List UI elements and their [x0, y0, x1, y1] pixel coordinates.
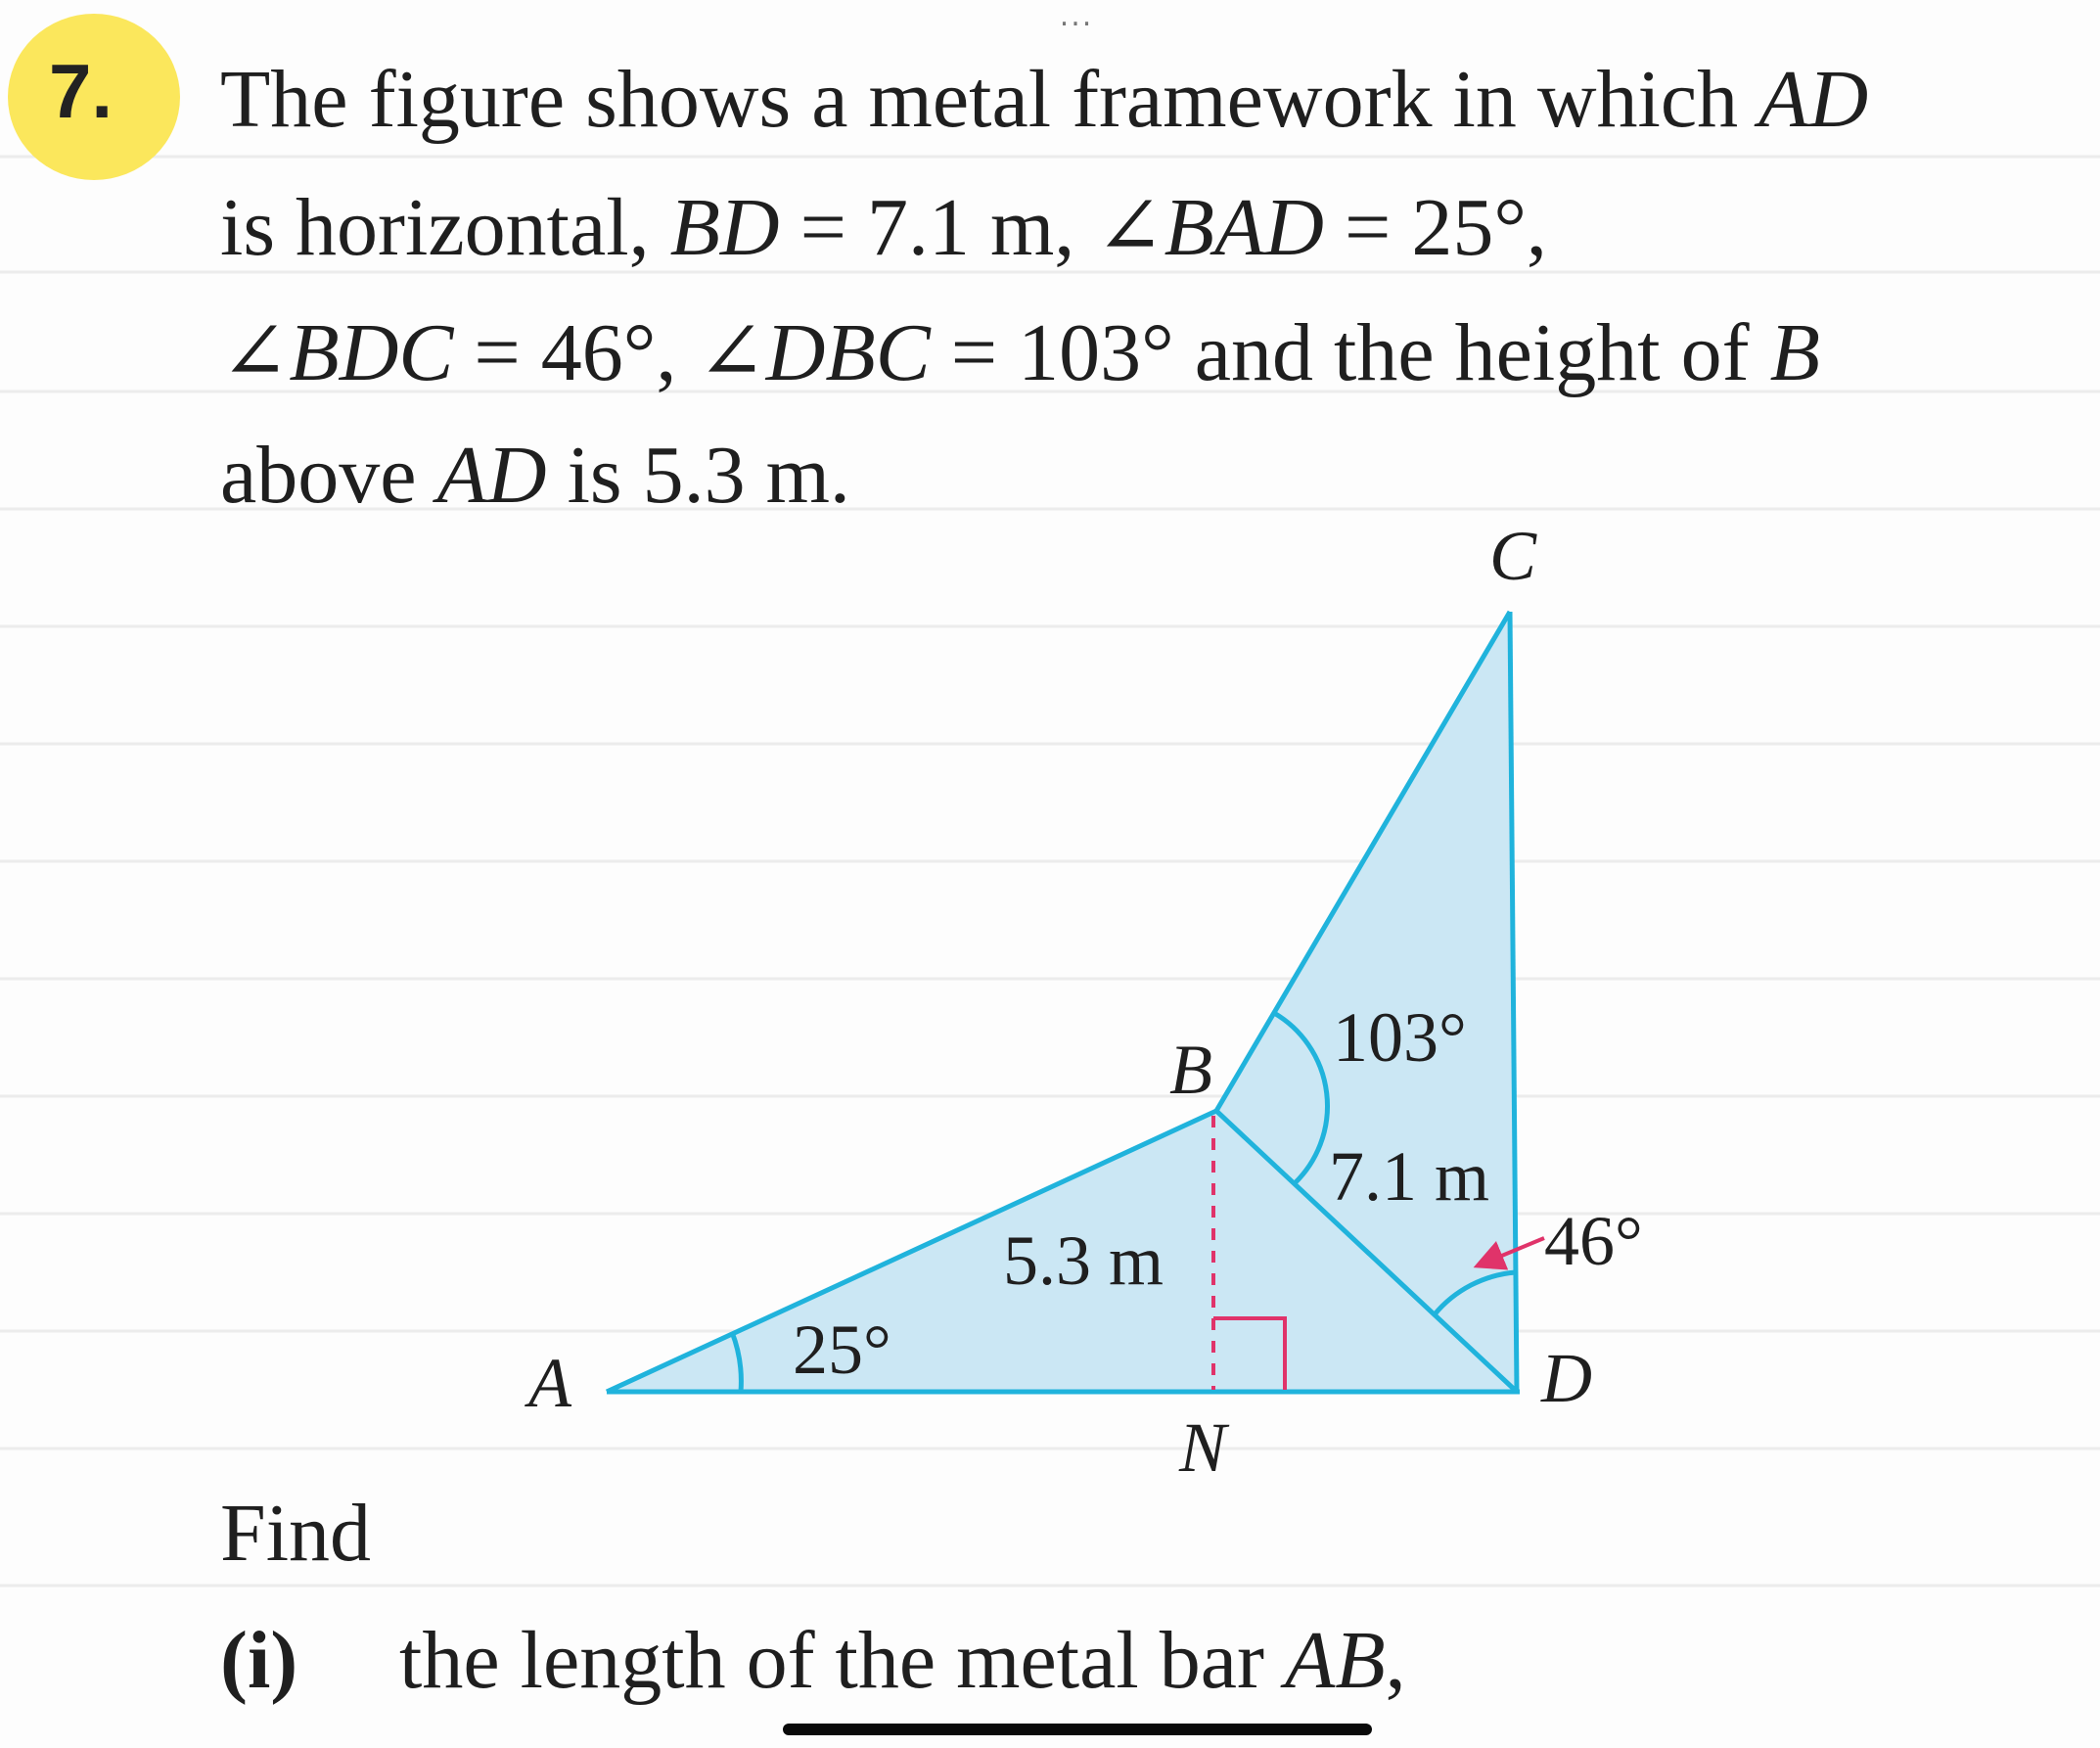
- statement-line-3-segment: DBC: [765, 307, 931, 398]
- statement-line-3-segment: B: [1769, 307, 1820, 398]
- part-i-label: (i): [220, 1615, 298, 1706]
- statement-line-2-segment: is horizontal,: [220, 182, 670, 273]
- part-i-text-segment: the length of the metal bar: [399, 1615, 1286, 1706]
- statement-line-2-segment: = 25°,: [1323, 182, 1547, 273]
- home-indicator[interactable]: [783, 1724, 1372, 1735]
- statement-line-2-segment: BAD: [1164, 182, 1324, 273]
- statement-line-1-segment: AD: [1758, 54, 1869, 145]
- vertex-label-a: A: [528, 1344, 571, 1422]
- part-i-text: [399, 1612, 1406, 1710]
- statement-line-3-segment: = 103° and the height of: [930, 307, 1770, 398]
- statement-line-3-segment: ∠: [220, 307, 290, 398]
- height-label-bn: 5.3 m: [1003, 1221, 1164, 1300]
- statement-line-3-segment: BDC: [289, 307, 454, 398]
- more-options-indicator[interactable]: ...: [1059, 0, 1094, 33]
- statement-line-3-segment: = 46°, ∠: [453, 307, 766, 398]
- statement-line-4-segment: above: [220, 430, 437, 521]
- length-label-bd: 7.1 m: [1329, 1137, 1490, 1216]
- vertex-label-b: B: [1169, 1031, 1212, 1109]
- vertex-label-n: N: [1179, 1408, 1227, 1487]
- part-i-text-segment: AB: [1285, 1615, 1386, 1706]
- statement-line-1-segment: The figure shows a metal framework in which: [220, 54, 1759, 145]
- statement-line-4-segment: AD: [436, 430, 547, 521]
- angle-label-a: 25°: [793, 1311, 891, 1389]
- find-label: Find: [220, 1488, 372, 1579]
- question-number: 7.: [49, 48, 114, 134]
- vertex-label-d: D: [1541, 1339, 1592, 1417]
- angle-label-d: 46°: [1544, 1202, 1643, 1280]
- statement-line-4-segment: is 5.3 m.: [546, 430, 850, 521]
- vertex-label-c: C: [1489, 517, 1537, 595]
- statement-line-2-segment: = 7.1 m, ∠: [779, 182, 1164, 273]
- part-i-text-segment: ,: [1385, 1615, 1406, 1706]
- angle-label-b: 103°: [1333, 998, 1467, 1077]
- statement-line-2-segment: BD: [669, 182, 780, 273]
